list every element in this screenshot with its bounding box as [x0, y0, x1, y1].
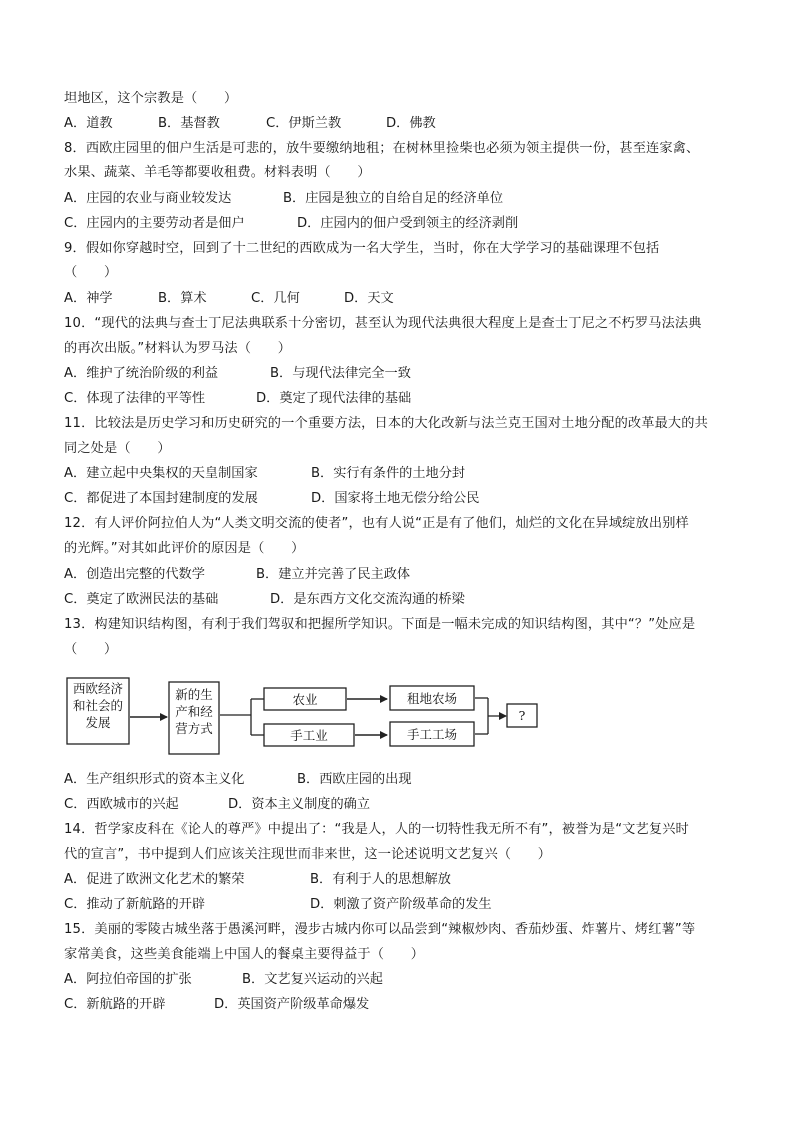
box-new-production-text: 新的生 产和经 营方式: [175, 687, 213, 736]
q13-option-b: B．西欧庄园的出现: [297, 772, 412, 787]
q10-option-b: B．与现代法律完全一致: [270, 366, 411, 381]
knowledge-structure-diagram: [64, 668, 554, 758]
q9-option-a: A．神学: [64, 291, 113, 306]
q9-stem-line1: 9．假如你穿越时空，回到了十二世纪的西欧成为一名大学生，当时，你在大学学习的基础课理不包括: [64, 241, 660, 256]
q10-option-c: C．体现了法律的平等性: [64, 391, 206, 406]
q8-option-b: B．庄园是独立的自给自足的经济单位: [283, 191, 504, 206]
q8-option-d: D．庄园内的佃户受到领主的经济剥削: [297, 216, 519, 231]
q13-option-a: A．生产组织形式的资本主义化: [64, 772, 245, 787]
q10-stem-line1: 10．“现代的法典与查士丁尼法典联系十分密切，甚至认为现代法典很大程度上是查士丁尼之不朽罗马法法典: [64, 316, 702, 331]
q8-stem-line1: 8．西欧庄园里的佃户生活是可悲的，放牛要缴纳地租；在树林里捡柴也必须为领主提供一份，甚至连家禽、: [64, 141, 700, 156]
q12-option-c: C．奠定了欧洲民法的基础: [64, 592, 219, 607]
box-economy-society-text: 西欧经济 和社会的 发展: [72, 681, 123, 730]
q8-stem-line2: 水果、蔬菜、羊毛等都要收租费。材料表明（ ）: [64, 165, 371, 180]
q8-option-c: C．庄园内的主要劳动者是佃户: [64, 216, 245, 231]
q12-stem-line2: 的光辉。”对其如此评价的原因是（ ）: [64, 541, 305, 556]
q11-option-c: C．都促进了本国封建制度的发展: [64, 491, 258, 506]
q15-stem-line2: 家常美食，这些美食能端上中国人的餐桌主要得益于（ ）: [64, 947, 425, 962]
q14-option-b: B．有利于人的思想解放: [310, 872, 451, 887]
q11-option-a: A．建立起中央集权的天皇制国家: [64, 466, 258, 481]
handicraft-label: 手工业: [290, 728, 328, 743]
q7-option-b: B．基督教: [158, 116, 220, 131]
workshop-label: 手工工场: [406, 727, 457, 742]
farm-label: 租地农场: [406, 691, 457, 706]
q7-stem-tail: 坦地区，这个宗教是（ ）: [64, 91, 238, 106]
q14-stem-line2: 代的宣言”，书中提到人们应该关注现世而非来世，这一论述说明文艺复兴（ ）: [64, 847, 552, 862]
q8-option-a: A．庄园的农业与商业较发达: [64, 191, 232, 206]
q14-option-c: C．推动了新航路的开辟: [64, 897, 206, 912]
q13-stem-line1: 13．构建知识结构图，有利于我们驾驭和把握所学知识。下面是一幅未完成的知识结构图，其中“？”处应是: [64, 617, 696, 632]
q9-stem-line2: （ ）: [64, 265, 118, 280]
q9-option-d: D．天文: [344, 291, 394, 306]
q9-option-b: B．算术: [158, 291, 207, 306]
q15-option-d: D．英国资产阶级革命爆发: [214, 997, 370, 1012]
diagram-lines: [64, 668, 554, 758]
q15-option-b: B．文艺复兴运动的兴起: [242, 972, 383, 987]
q14-option-a: A．促进了欧洲文化艺术的繁荣: [64, 872, 245, 887]
q7-option-a: A．道教: [64, 116, 113, 131]
q7-option-c: C．伊斯兰教: [266, 116, 342, 131]
q11-stem-line1: 11．比较法是历史学习和历史研究的一个重要方法，日本的大化改新与法兰克王国对土地分配的改革最大的共: [64, 416, 708, 431]
q10-stem-line2: 的再次出版。”材料认为罗马法（ ）: [64, 341, 292, 356]
q15-stem-line1: 15．美丽的零陵古城坐落于愚溪河畔，漫步古城内你可以品尝到“辣椒炒肉、香茄炒蛋、炸薯片、烤红薯”等: [64, 922, 696, 937]
q11-option-d: D．国家将土地无偿分给公民: [311, 491, 480, 506]
q11-stem-line2: 同之处是（ ）: [64, 441, 171, 456]
q13-option-c: C．西欧城市的兴起: [64, 797, 179, 812]
agriculture-label: 农业: [292, 692, 318, 707]
q14-stem-line1: 14．哲学家皮科在《论人的尊严》中提出了：“我是人，人的一切特性我无所不有”，被誉为是“文艺复兴时: [64, 822, 689, 837]
q9-option-c: C．几何: [251, 291, 300, 306]
q11-option-b: B．实行有条件的土地分封: [311, 466, 466, 481]
q13-stem-line2: （ ）: [64, 642, 118, 657]
q15-option-a: A．阿拉伯帝国的扩张: [64, 972, 192, 987]
q12-option-d: D．是东西方文化交流沟通的桥梁: [270, 592, 465, 607]
q12-option-a: A．创造出完整的代数学: [64, 567, 205, 582]
unknown-label: ?: [518, 708, 526, 723]
q14-option-d: D．刺激了资产阶级革命的发生: [310, 897, 492, 912]
q12-option-b: B．建立并完善了民主政体: [256, 567, 411, 582]
q10-option-d: D．奠定了现代法律的基础: [256, 391, 412, 406]
q15-option-c: C．新航路的开辟: [64, 997, 166, 1012]
q7-option-d: D．佛教: [386, 116, 436, 131]
q10-option-a: A．维护了统治阶级的利益: [64, 366, 219, 381]
q13-option-d: D．资本主义制度的确立: [228, 797, 371, 812]
q12-stem-line1: 12．有人评价阿拉伯人为“人类文明交流的使者”，也有人说“正是有了他们，灿烂的文化在异域绽放出别样: [64, 516, 689, 531]
